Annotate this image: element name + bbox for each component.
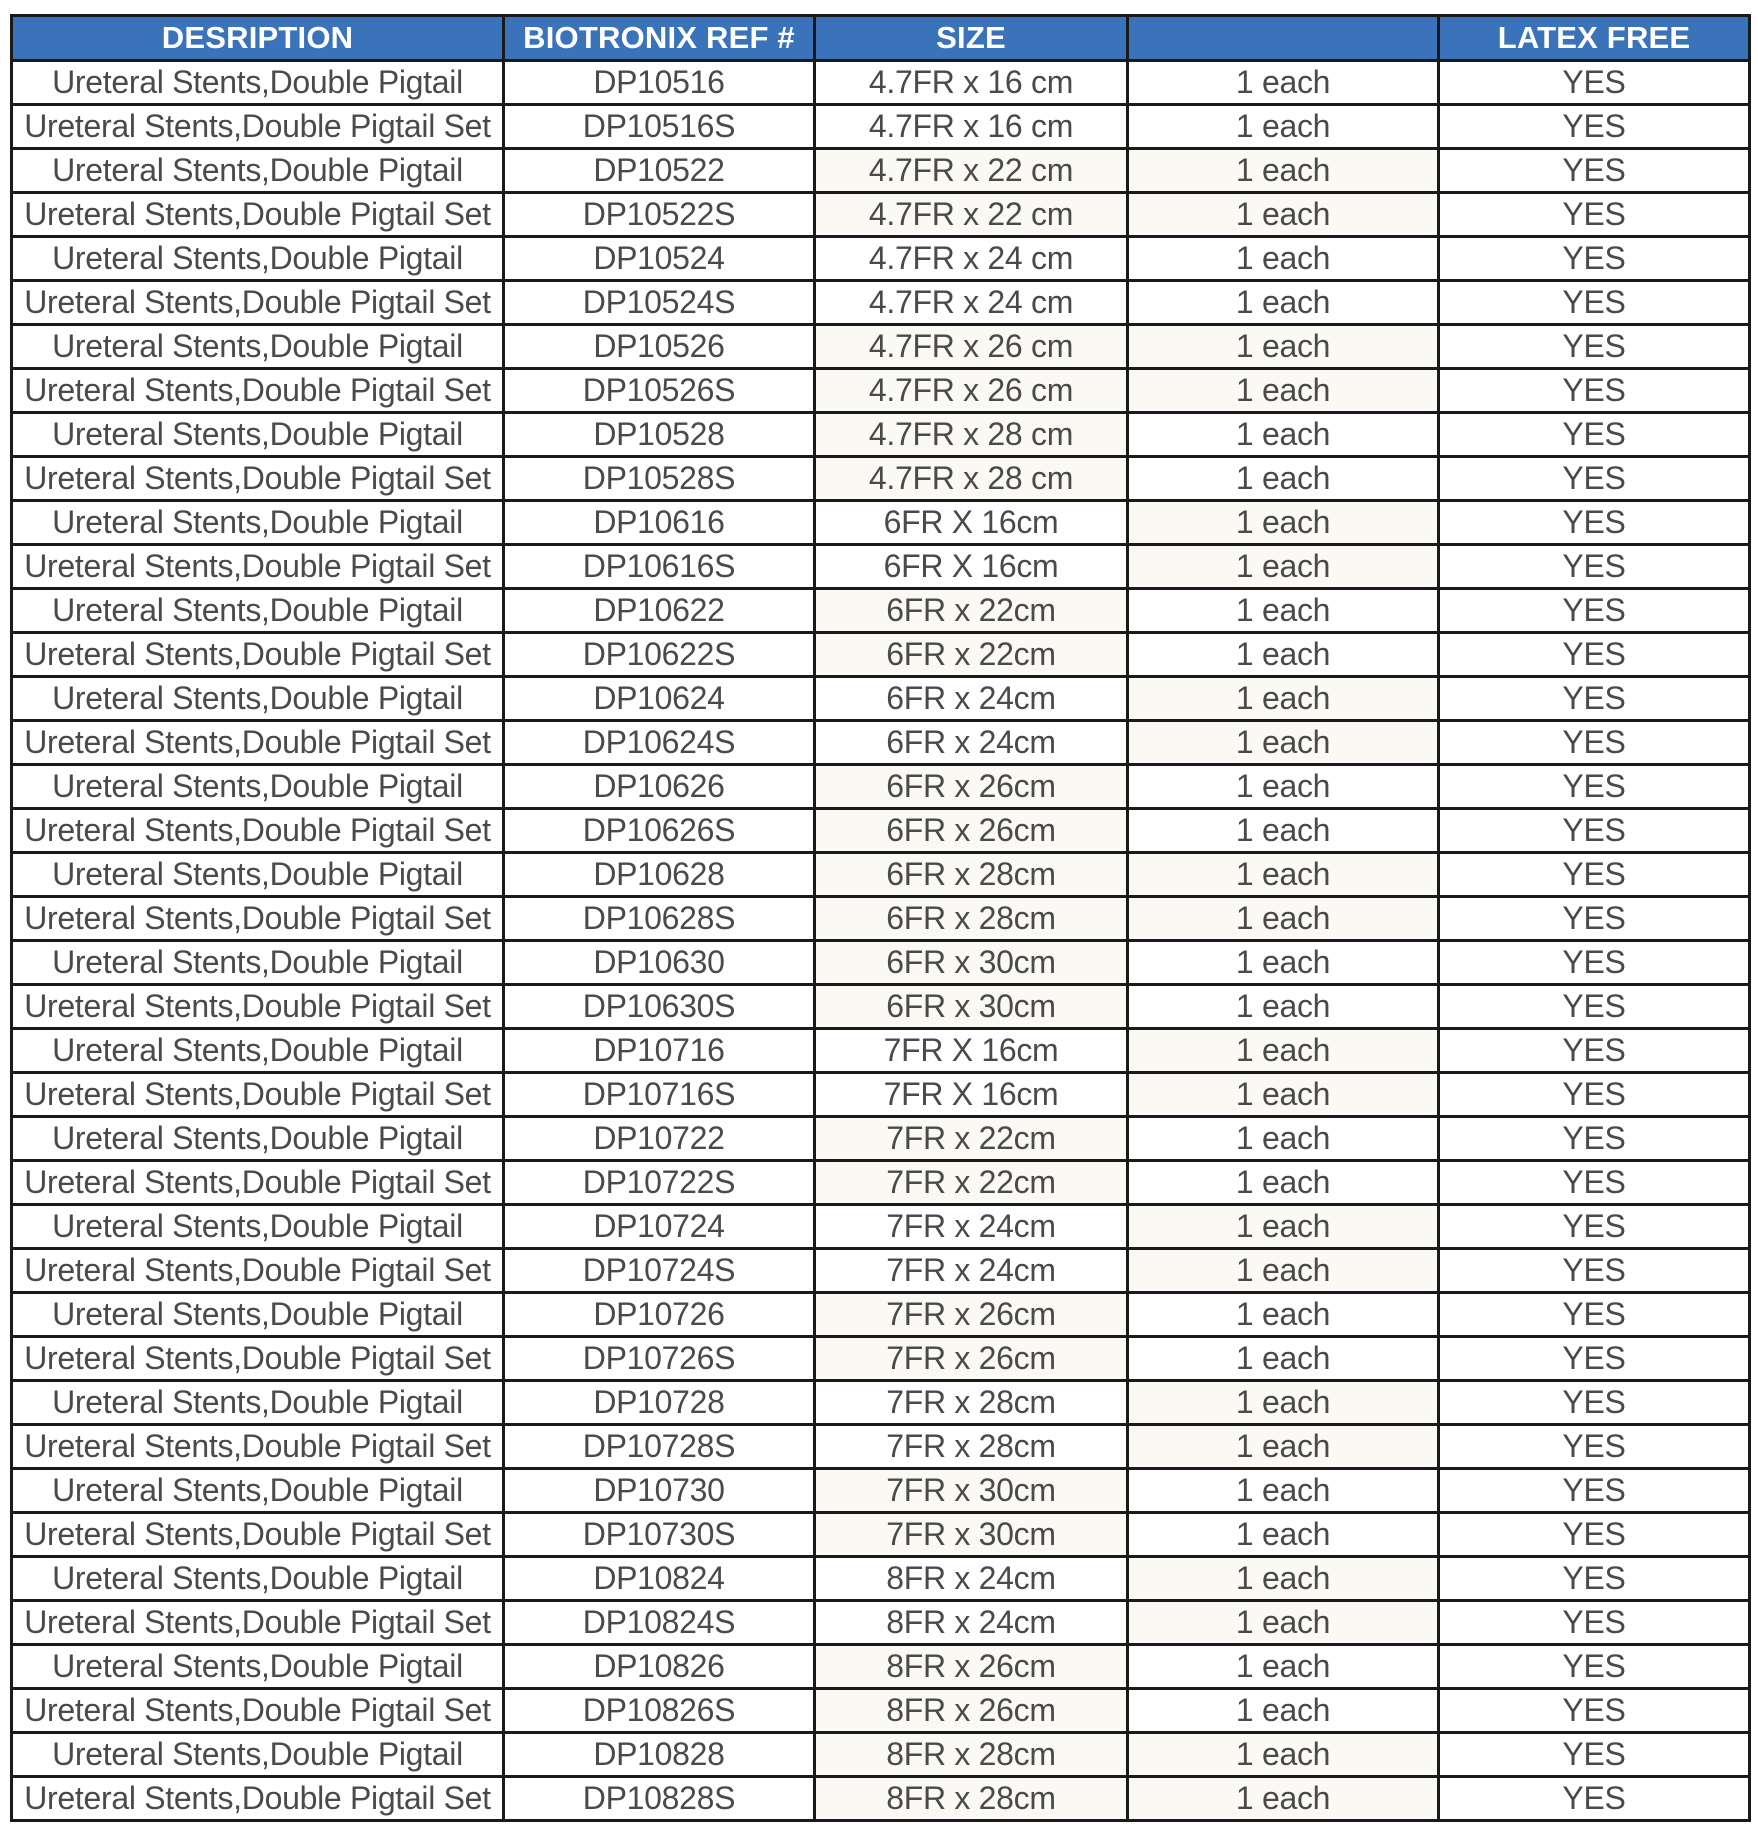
cell-ref-number: DP10630S <box>504 985 815 1029</box>
table-row <box>12 149 1750 193</box>
cell-description: Ureteral Stents,Double Pigtail <box>12 1733 504 1777</box>
table-row <box>12 721 1750 765</box>
cell-size: 6FR x 26cm <box>815 765 1128 809</box>
table-row <box>12 325 1750 369</box>
table-row <box>12 1557 1750 1601</box>
cell-quantity: 1 each <box>1128 853 1439 897</box>
cell-description: Ureteral Stents,Double Pigtail <box>12 677 504 721</box>
cell-ref-number: DP10528S <box>504 457 815 501</box>
table-row <box>12 853 1750 897</box>
cell-description: Ureteral Stents,Double Pigtail <box>12 325 504 369</box>
cell-latex-free: YES <box>1439 1469 1750 1513</box>
table-row <box>12 1777 1750 1821</box>
cell-quantity: 1 each <box>1128 1205 1439 1249</box>
table-row <box>12 765 1750 809</box>
cell-quantity: 1 each <box>1128 809 1439 853</box>
cell-description: Ureteral Stents,Double Pigtail Set <box>12 1161 504 1205</box>
cell-size: 6FR x 30cm <box>815 985 1128 1029</box>
table-row <box>12 457 1750 501</box>
cell-quantity: 1 each <box>1128 1425 1439 1469</box>
table-row <box>12 897 1750 941</box>
cell-size: 7FR x 22cm <box>815 1161 1128 1205</box>
table-row <box>12 237 1750 281</box>
cell-latex-free: YES <box>1439 633 1750 677</box>
cell-description: Ureteral Stents,Double Pigtail <box>12 765 504 809</box>
cell-latex-free: YES <box>1439 1337 1750 1381</box>
cell-ref-number: DP10524 <box>504 237 815 281</box>
cell-description: Ureteral Stents,Double Pigtail <box>12 501 504 545</box>
table-row <box>12 1733 1750 1777</box>
cell-ref-number: DP10724S <box>504 1249 815 1293</box>
cell-quantity: 1 each <box>1128 1469 1439 1513</box>
cell-ref-number: DP10526 <box>504 325 815 369</box>
product-table-container <box>10 14 1748 1822</box>
cell-quantity: 1 each <box>1128 1161 1439 1205</box>
cell-description: Ureteral Stents,Double Pigtail <box>12 237 504 281</box>
table-row <box>12 61 1750 105</box>
cell-size: 6FR x 30cm <box>815 941 1128 985</box>
header-size: SIZE <box>815 16 1128 61</box>
cell-latex-free: YES <box>1439 1117 1750 1161</box>
cell-ref-number: DP10528 <box>504 413 815 457</box>
cell-quantity: 1 each <box>1128 897 1439 941</box>
cell-description: Ureteral Stents,Double Pigtail <box>12 589 504 633</box>
cell-quantity: 1 each <box>1128 765 1439 809</box>
cell-quantity: 1 each <box>1128 941 1439 985</box>
cell-ref-number: DP10628S <box>504 897 815 941</box>
cell-quantity: 1 each <box>1128 1073 1439 1117</box>
cell-description: Ureteral Stents,Double Pigtail <box>12 1645 504 1689</box>
cell-latex-free: YES <box>1439 1073 1750 1117</box>
table-row <box>12 809 1750 853</box>
cell-latex-free: YES <box>1439 1557 1750 1601</box>
cell-quantity: 1 each <box>1128 1293 1439 1337</box>
cell-ref-number: DP10722S <box>504 1161 815 1205</box>
cell-description: Ureteral Stents,Double Pigtail <box>12 1469 504 1513</box>
cell-ref-number: DP10622 <box>504 589 815 633</box>
table-row <box>12 1073 1750 1117</box>
cell-description: Ureteral Stents,Double Pigtail <box>12 413 504 457</box>
cell-latex-free: YES <box>1439 1161 1750 1205</box>
cell-description: Ureteral Stents,Double Pigtail Set <box>12 1249 504 1293</box>
table-row <box>12 1381 1750 1425</box>
cell-size: 4.7FR x 16 cm <box>815 105 1128 149</box>
table-row <box>12 1689 1750 1733</box>
table-row <box>12 633 1750 677</box>
cell-quantity: 1 each <box>1128 1689 1439 1733</box>
cell-ref-number: DP10726 <box>504 1293 815 1337</box>
cell-quantity: 1 each <box>1128 149 1439 193</box>
table-row <box>12 1425 1750 1469</box>
table-row <box>12 1249 1750 1293</box>
cell-ref-number: DP10828 <box>504 1733 815 1777</box>
cell-size: 6FR x 26cm <box>815 809 1128 853</box>
cell-size: 7FR x 26cm <box>815 1293 1128 1337</box>
cell-latex-free: YES <box>1439 853 1750 897</box>
product-table <box>10 14 1751 1822</box>
cell-size: 4.7FR x 22 cm <box>815 193 1128 237</box>
cell-quantity: 1 each <box>1128 721 1439 765</box>
cell-latex-free: YES <box>1439 413 1750 457</box>
cell-size: 8FR x 24cm <box>815 1557 1128 1601</box>
cell-quantity: 1 each <box>1128 1117 1439 1161</box>
cell-size: 8FR x 26cm <box>815 1645 1128 1689</box>
header-description: DESRIPTION <box>12 16 504 61</box>
cell-latex-free: YES <box>1439 985 1750 1029</box>
cell-latex-free: YES <box>1439 501 1750 545</box>
cell-size: 6FR x 28cm <box>815 897 1128 941</box>
cell-size: 7FR X 16cm <box>815 1073 1128 1117</box>
cell-quantity: 1 each <box>1128 1557 1439 1601</box>
cell-latex-free: YES <box>1439 149 1750 193</box>
cell-description: Ureteral Stents,Double Pigtail <box>12 1293 504 1337</box>
cell-latex-free: YES <box>1439 721 1750 765</box>
cell-latex-free: YES <box>1439 61 1750 105</box>
cell-ref-number: DP10728S <box>504 1425 815 1469</box>
cell-description: Ureteral Stents,Double Pigtail Set <box>12 1337 504 1381</box>
cell-size: 8FR x 28cm <box>815 1733 1128 1777</box>
cell-latex-free: YES <box>1439 1249 1750 1293</box>
cell-latex-free: YES <box>1439 325 1750 369</box>
cell-ref-number: DP10628 <box>504 853 815 897</box>
cell-latex-free: YES <box>1439 1689 1750 1733</box>
header-ref-number: BIOTRONIX REF # <box>504 16 815 61</box>
cell-ref-number: DP10824 <box>504 1557 815 1601</box>
cell-ref-number: DP10826S <box>504 1689 815 1733</box>
cell-latex-free: YES <box>1439 809 1750 853</box>
table-row <box>12 501 1750 545</box>
cell-size: 4.7FR x 28 cm <box>815 457 1128 501</box>
cell-description: Ureteral Stents,Double Pigtail <box>12 853 504 897</box>
table-row <box>12 1513 1750 1557</box>
table-row <box>12 105 1750 149</box>
cell-size: 7FR X 16cm <box>815 1029 1128 1073</box>
cell-description: Ureteral Stents,Double Pigtail Set <box>12 1073 504 1117</box>
cell-latex-free: YES <box>1439 1425 1750 1469</box>
cell-size: 7FR x 24cm <box>815 1205 1128 1249</box>
table-row <box>12 941 1750 985</box>
cell-latex-free: YES <box>1439 1513 1750 1557</box>
cell-ref-number: DP10726S <box>504 1337 815 1381</box>
cell-size: 4.7FR x 26 cm <box>815 369 1128 413</box>
cell-description: Ureteral Stents,Double Pigtail <box>12 1029 504 1073</box>
cell-size: 7FR x 28cm <box>815 1425 1128 1469</box>
table-row <box>12 193 1750 237</box>
table-row <box>12 1645 1750 1689</box>
table-row <box>12 545 1750 589</box>
cell-description: Ureteral Stents,Double Pigtail <box>12 1557 504 1601</box>
cell-quantity: 1 each <box>1128 1513 1439 1557</box>
cell-size: 7FR x 24cm <box>815 1249 1128 1293</box>
cell-size: 4.7FR x 26 cm <box>815 325 1128 369</box>
cell-size: 6FR X 16cm <box>815 501 1128 545</box>
cell-ref-number: DP10626S <box>504 809 815 853</box>
cell-size: 7FR x 30cm <box>815 1513 1128 1557</box>
cell-size: 8FR x 24cm <box>815 1601 1128 1645</box>
cell-ref-number: DP10522S <box>504 193 815 237</box>
cell-description: Ureteral Stents,Double Pigtail <box>12 61 504 105</box>
table-row <box>12 589 1750 633</box>
cell-quantity: 1 each <box>1128 325 1439 369</box>
cell-size: 6FR x 22cm <box>815 633 1128 677</box>
cell-quantity: 1 each <box>1128 413 1439 457</box>
cell-ref-number: DP10624S <box>504 721 815 765</box>
table-row <box>12 985 1750 1029</box>
cell-size: 4.7FR x 16 cm <box>815 61 1128 105</box>
cell-description: Ureteral Stents,Double Pigtail <box>12 149 504 193</box>
table-row <box>12 1029 1750 1073</box>
cell-latex-free: YES <box>1439 1205 1750 1249</box>
table-row <box>12 413 1750 457</box>
header-quantity <box>1128 16 1439 61</box>
cell-latex-free: YES <box>1439 237 1750 281</box>
cell-ref-number: DP10730S <box>504 1513 815 1557</box>
cell-quantity: 1 each <box>1128 1249 1439 1293</box>
cell-latex-free: YES <box>1439 1293 1750 1337</box>
cell-quantity: 1 each <box>1128 589 1439 633</box>
cell-size: 8FR x 28cm <box>815 1777 1128 1821</box>
cell-ref-number: DP10728 <box>504 1381 815 1425</box>
cell-latex-free: YES <box>1439 281 1750 325</box>
table-body <box>12 61 1750 1821</box>
cell-description: Ureteral Stents,Double Pigtail Set <box>12 985 504 1029</box>
cell-latex-free: YES <box>1439 457 1750 501</box>
cell-ref-number: DP10526S <box>504 369 815 413</box>
cell-latex-free: YES <box>1439 105 1750 149</box>
cell-latex-free: YES <box>1439 369 1750 413</box>
cell-description: Ureteral Stents,Double Pigtail Set <box>12 193 504 237</box>
cell-ref-number: DP10624 <box>504 677 815 721</box>
cell-quantity: 1 each <box>1128 1645 1439 1689</box>
cell-ref-number: DP10716S <box>504 1073 815 1117</box>
cell-size: 8FR x 26cm <box>815 1689 1128 1733</box>
cell-description: Ureteral Stents,Double Pigtail <box>12 1381 504 1425</box>
cell-size: 6FR x 28cm <box>815 853 1128 897</box>
cell-ref-number: DP10722 <box>504 1117 815 1161</box>
cell-description: Ureteral Stents,Double Pigtail Set <box>12 369 504 413</box>
cell-quantity: 1 each <box>1128 457 1439 501</box>
cell-size: 4.7FR x 28 cm <box>815 413 1128 457</box>
header-latex-free: LATEX FREE <box>1439 16 1750 61</box>
cell-quantity: 1 each <box>1128 237 1439 281</box>
cell-latex-free: YES <box>1439 193 1750 237</box>
table-row <box>12 369 1750 413</box>
cell-ref-number: DP10622S <box>504 633 815 677</box>
cell-ref-number: DP10516S <box>504 105 815 149</box>
cell-description: Ureteral Stents,Double Pigtail Set <box>12 897 504 941</box>
header-row <box>12 16 1750 61</box>
cell-latex-free: YES <box>1439 1601 1750 1645</box>
table-row <box>12 1293 1750 1337</box>
table-row <box>12 677 1750 721</box>
cell-latex-free: YES <box>1439 1381 1750 1425</box>
cell-description: Ureteral Stents,Double Pigtail Set <box>12 105 504 149</box>
cell-description: Ureteral Stents,Double Pigtail Set <box>12 281 504 325</box>
cell-description: Ureteral Stents,Double Pigtail Set <box>12 1777 504 1821</box>
cell-latex-free: YES <box>1439 1029 1750 1073</box>
cell-latex-free: YES <box>1439 765 1750 809</box>
cell-description: Ureteral Stents,Double Pigtail Set <box>12 457 504 501</box>
cell-latex-free: YES <box>1439 677 1750 721</box>
cell-latex-free: YES <box>1439 941 1750 985</box>
cell-ref-number: DP10524S <box>504 281 815 325</box>
cell-quantity: 1 each <box>1128 193 1439 237</box>
table-row <box>12 1117 1750 1161</box>
cell-description: Ureteral Stents,Double Pigtail Set <box>12 1425 504 1469</box>
cell-size: 7FR x 28cm <box>815 1381 1128 1425</box>
cell-quantity: 1 each <box>1128 61 1439 105</box>
cell-size: 6FR x 24cm <box>815 721 1128 765</box>
cell-size: 7FR x 26cm <box>815 1337 1128 1381</box>
cell-size: 4.7FR x 22 cm <box>815 149 1128 193</box>
cell-description: Ureteral Stents,Double Pigtail Set <box>12 1513 504 1557</box>
cell-description: Ureteral Stents,Double Pigtail Set <box>12 809 504 853</box>
cell-size: 4.7FR x 24 cm <box>815 237 1128 281</box>
cell-quantity: 1 each <box>1128 1381 1439 1425</box>
cell-description: Ureteral Stents,Double Pigtail <box>12 1117 504 1161</box>
cell-size: 7FR x 30cm <box>815 1469 1128 1513</box>
cell-ref-number: DP10616S <box>504 545 815 589</box>
cell-quantity: 1 each <box>1128 1337 1439 1381</box>
cell-size: 6FR x 24cm <box>815 677 1128 721</box>
table-row <box>12 1469 1750 1513</box>
cell-quantity: 1 each <box>1128 545 1439 589</box>
cell-latex-free: YES <box>1439 1733 1750 1777</box>
cell-size: 6FR x 22cm <box>815 589 1128 633</box>
cell-quantity: 1 each <box>1128 1029 1439 1073</box>
cell-quantity: 1 each <box>1128 105 1439 149</box>
cell-quantity: 1 each <box>1128 633 1439 677</box>
cell-quantity: 1 each <box>1128 985 1439 1029</box>
cell-description: Ureteral Stents,Double Pigtail Set <box>12 633 504 677</box>
cell-ref-number: DP10716 <box>504 1029 815 1073</box>
cell-description: Ureteral Stents,Double Pigtail Set <box>12 545 504 589</box>
cell-quantity: 1 each <box>1128 281 1439 325</box>
cell-description: Ureteral Stents,Double Pigtail Set <box>12 721 504 765</box>
cell-ref-number: DP10826 <box>504 1645 815 1689</box>
cell-ref-number: DP10626 <box>504 765 815 809</box>
cell-ref-number: DP10824S <box>504 1601 815 1645</box>
cell-size: 4.7FR x 24 cm <box>815 281 1128 325</box>
cell-quantity: 1 each <box>1128 1601 1439 1645</box>
cell-ref-number: DP10630 <box>504 941 815 985</box>
cell-quantity: 1 each <box>1128 369 1439 413</box>
cell-description: Ureteral Stents,Double Pigtail Set <box>12 1689 504 1733</box>
cell-latex-free: YES <box>1439 897 1750 941</box>
cell-latex-free: YES <box>1439 1645 1750 1689</box>
cell-ref-number: DP10516 <box>504 61 815 105</box>
cell-ref-number: DP10724 <box>504 1205 815 1249</box>
cell-ref-number: DP10730 <box>504 1469 815 1513</box>
cell-ref-number: DP10616 <box>504 501 815 545</box>
cell-quantity: 1 each <box>1128 1777 1439 1821</box>
cell-latex-free: YES <box>1439 589 1750 633</box>
table-row <box>12 281 1750 325</box>
cell-size: 7FR x 22cm <box>815 1117 1128 1161</box>
cell-latex-free: YES <box>1439 545 1750 589</box>
cell-description: Ureteral Stents,Double Pigtail <box>12 1205 504 1249</box>
cell-quantity: 1 each <box>1128 677 1439 721</box>
table-row <box>12 1205 1750 1249</box>
cell-description: Ureteral Stents,Double Pigtail Set <box>12 1601 504 1645</box>
cell-ref-number: DP10522 <box>504 149 815 193</box>
cell-ref-number: DP10828S <box>504 1777 815 1821</box>
table-row <box>12 1337 1750 1381</box>
cell-size: 6FR X 16cm <box>815 545 1128 589</box>
cell-quantity: 1 each <box>1128 1733 1439 1777</box>
table-row <box>12 1161 1750 1205</box>
cell-latex-free: YES <box>1439 1777 1750 1821</box>
table-row <box>12 1601 1750 1645</box>
cell-quantity: 1 each <box>1128 501 1439 545</box>
cell-description: Ureteral Stents,Double Pigtail <box>12 941 504 985</box>
